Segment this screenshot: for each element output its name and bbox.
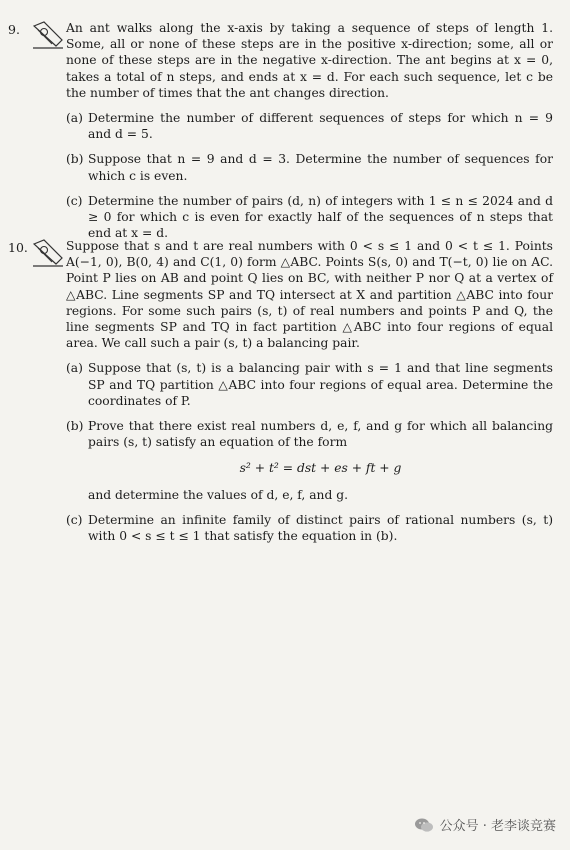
problem-number: 10.: [8, 240, 28, 255]
problem-10: [8, 238, 553, 544]
watermark-text: 公众号 · 老李谈竞赛: [439, 819, 556, 834]
watermark: [414, 815, 556, 834]
part-b: [66, 418, 553, 503]
part-text: Suppose that n = 9 and d = 3. Determine the number of sequences for which c is even.: [88, 152, 553, 183]
pencil-hand-icon: [30, 238, 66, 268]
part-text: Prove that there exist real numbers d, e, f, and g for which all balancing pairs (s, t) satisfy an equation of the form: [88, 419, 553, 450]
part-c: [66, 193, 553, 242]
equation: s² + t² = dst + es + ft + g: [239, 461, 402, 476]
part-label: (c): [66, 512, 83, 527]
problem-intro: An ant walks along the x-axis by taking a sequence of steps of length 1. Some, all or none of these steps are in the positive x-direction; some, all or none of these steps are in the negative x-direction. The ant begins at x = 0, takes a total of n steps, and ends at x = d. For each such sequence, let c be the number of times that the ant changes direction.: [66, 21, 553, 100]
problem-intro: Suppose that s and t are real numbers with 0 < s ≤ 1 and 0 < t ≤ 1. Points A(−1, 0), B(0, 4) and C(1, 0) form △ABC. Points S(s, 0) and T(−t, 0) lie on AC. Point P lies on AB and point Q lies on BC, with neither P nor Q at a vertex of △ABC. Line segments SP and TQ intersect at X and partition △ABC into four regions. For some such pairs (s, t) of real numbers and points P and Q, the line segments SP and TQ in fact partition △ABC into four regions of equal area. We call such a pair (s, t) a balancing pair.: [66, 239, 553, 351]
pencil-hand-icon: [30, 20, 66, 50]
part-text: Determine an infinite family of distinct pairs of rational numbers (s, t) with 0 < s ≤ t ≤ 1 that satisfy the equation in (b).: [88, 512, 553, 544]
part-text: Determine the number of pairs (d, n) of integers with 1 ≤ n ≤ 2024 and d ≥ 0 for which c is even for exactly half of the sequences of n steps that end at x = d.: [88, 193, 553, 241]
part-label: (a): [66, 361, 83, 376]
part-label: (c): [66, 193, 83, 208]
part-text: Determine the number of different sequences of steps for which n = 9 and d = 5.: [88, 111, 553, 142]
part-text-after: and determine the values of d, e, f, and g.: [88, 487, 349, 502]
part-c: [66, 512, 553, 544]
part-text: Suppose that (s, t) is a balancing pair with s = 1 and that line segments SP and TQ partition △ABC into four regions of equal area. Determine the coordinates of P.: [88, 361, 553, 408]
part-label: (a): [66, 111, 83, 126]
part-label: (b): [66, 419, 84, 434]
wechat-icon: [414, 817, 434, 833]
part-a: [66, 360, 553, 409]
problem-9: [8, 20, 553, 241]
part-label: (b): [66, 152, 84, 167]
part-a: [66, 110, 553, 142]
problem-number: 9.: [8, 22, 20, 37]
part-b: [66, 151, 553, 183]
